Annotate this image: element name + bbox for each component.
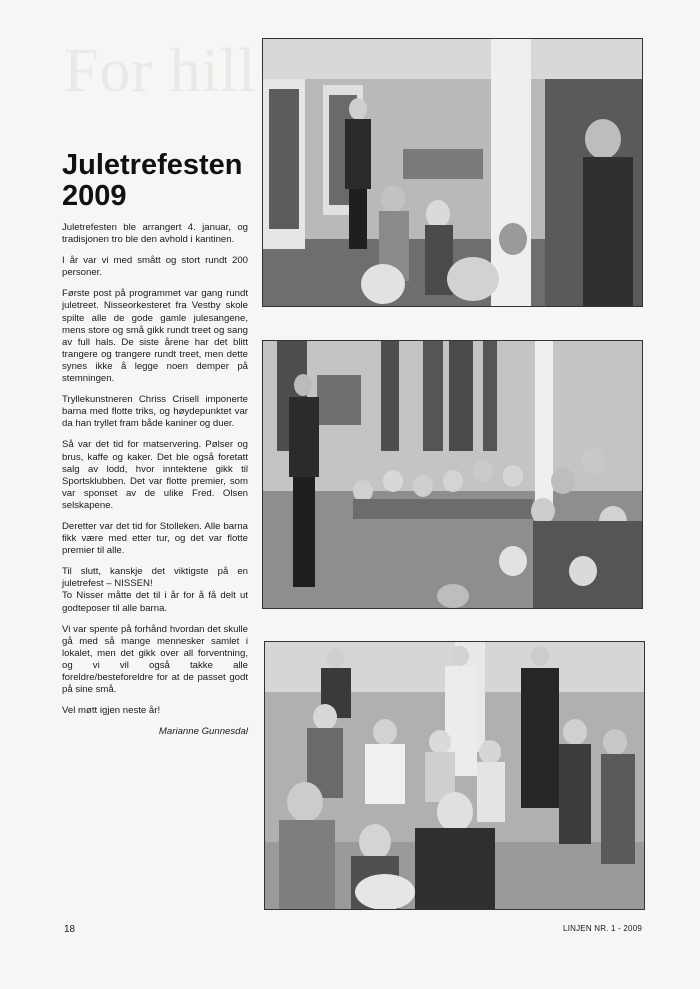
- photo-conductor-crowd: [262, 38, 643, 307]
- photo-magician-children: [262, 340, 643, 609]
- photo-magician-children-image: [263, 341, 642, 608]
- paragraph-food: Så var det tid for matservering. Pølser og brus, kaffe og kaker. Det ble også foretatt salg av lodd, hvor inntektene gikk til Sportsklubben. Det var flotte premier, som var sponset av de ulike Fred. Olsen selskapene.: [62, 439, 248, 511]
- article-title: [62, 150, 248, 212]
- faded-background-heading: For hill: [64, 37, 257, 105]
- photo-conductor-crowd-image: [263, 39, 642, 306]
- paragraph-christmas-tree: Første post på programmet var gang rundt juletreet. Nisseorkesteret fra Vestby skole spilte alle de gode gamle julesangene, mens store og små gikk rundt treet og sang av full hals. De siste årene har det blitt trangere og trangere rundt treet, men dette synes ikke å legge noen demper på stemningen.: [62, 288, 248, 385]
- page-number: 18: [64, 924, 76, 935]
- photo-children-dancing: [264, 641, 645, 910]
- title-line-2: 2009: [62, 180, 127, 212]
- paragraph-thanks: Vi var spente på forhånd hvordan det skulle gå med så mange mennesker samlet i lokalet, men det gikk over all forventning, og vi vil også takke alle foreldre/besteforeldre for at de passet godt på sine små.: [62, 623, 248, 696]
- issue-label: LINJEN NR. 1 - 2009: [563, 924, 642, 933]
- title-line-1: Juletrefesten: [62, 149, 243, 181]
- paragraph-intro: Juletrefesten ble arrangert 4. januar, og tradisjonen tro ble den avhold i kantinen.: [62, 222, 248, 246]
- paragraph-farewell: Vel møtt igjen neste år!: [62, 705, 161, 717]
- photo-children-dancing-image: [265, 642, 644, 909]
- paragraph-musical-chairs: Deretter var det tid for Stolleken. Alle barna fikk være med etter tur, og det var flotte premier til alle.: [62, 520, 248, 557]
- article-column: [62, 150, 248, 737]
- author-signature: Marianne Gunnesdal: [158, 726, 248, 738]
- paragraph-santa: Til slutt, kanskje det viktigste på en juletrefest – NISSEN! To Nisser måtte det til i år for å få delt ut godteposer til alle barna.: [62, 566, 248, 614]
- paragraph-magician: Tryllekunstneren Chriss Crisell imponerte barna med flotte triks, og høydepunktet var da han tryllet fram både kaniner og duer.: [62, 394, 248, 430]
- paragraph-attendance: I år var vi med smått og stort rundt 200 personer.: [62, 255, 248, 279]
